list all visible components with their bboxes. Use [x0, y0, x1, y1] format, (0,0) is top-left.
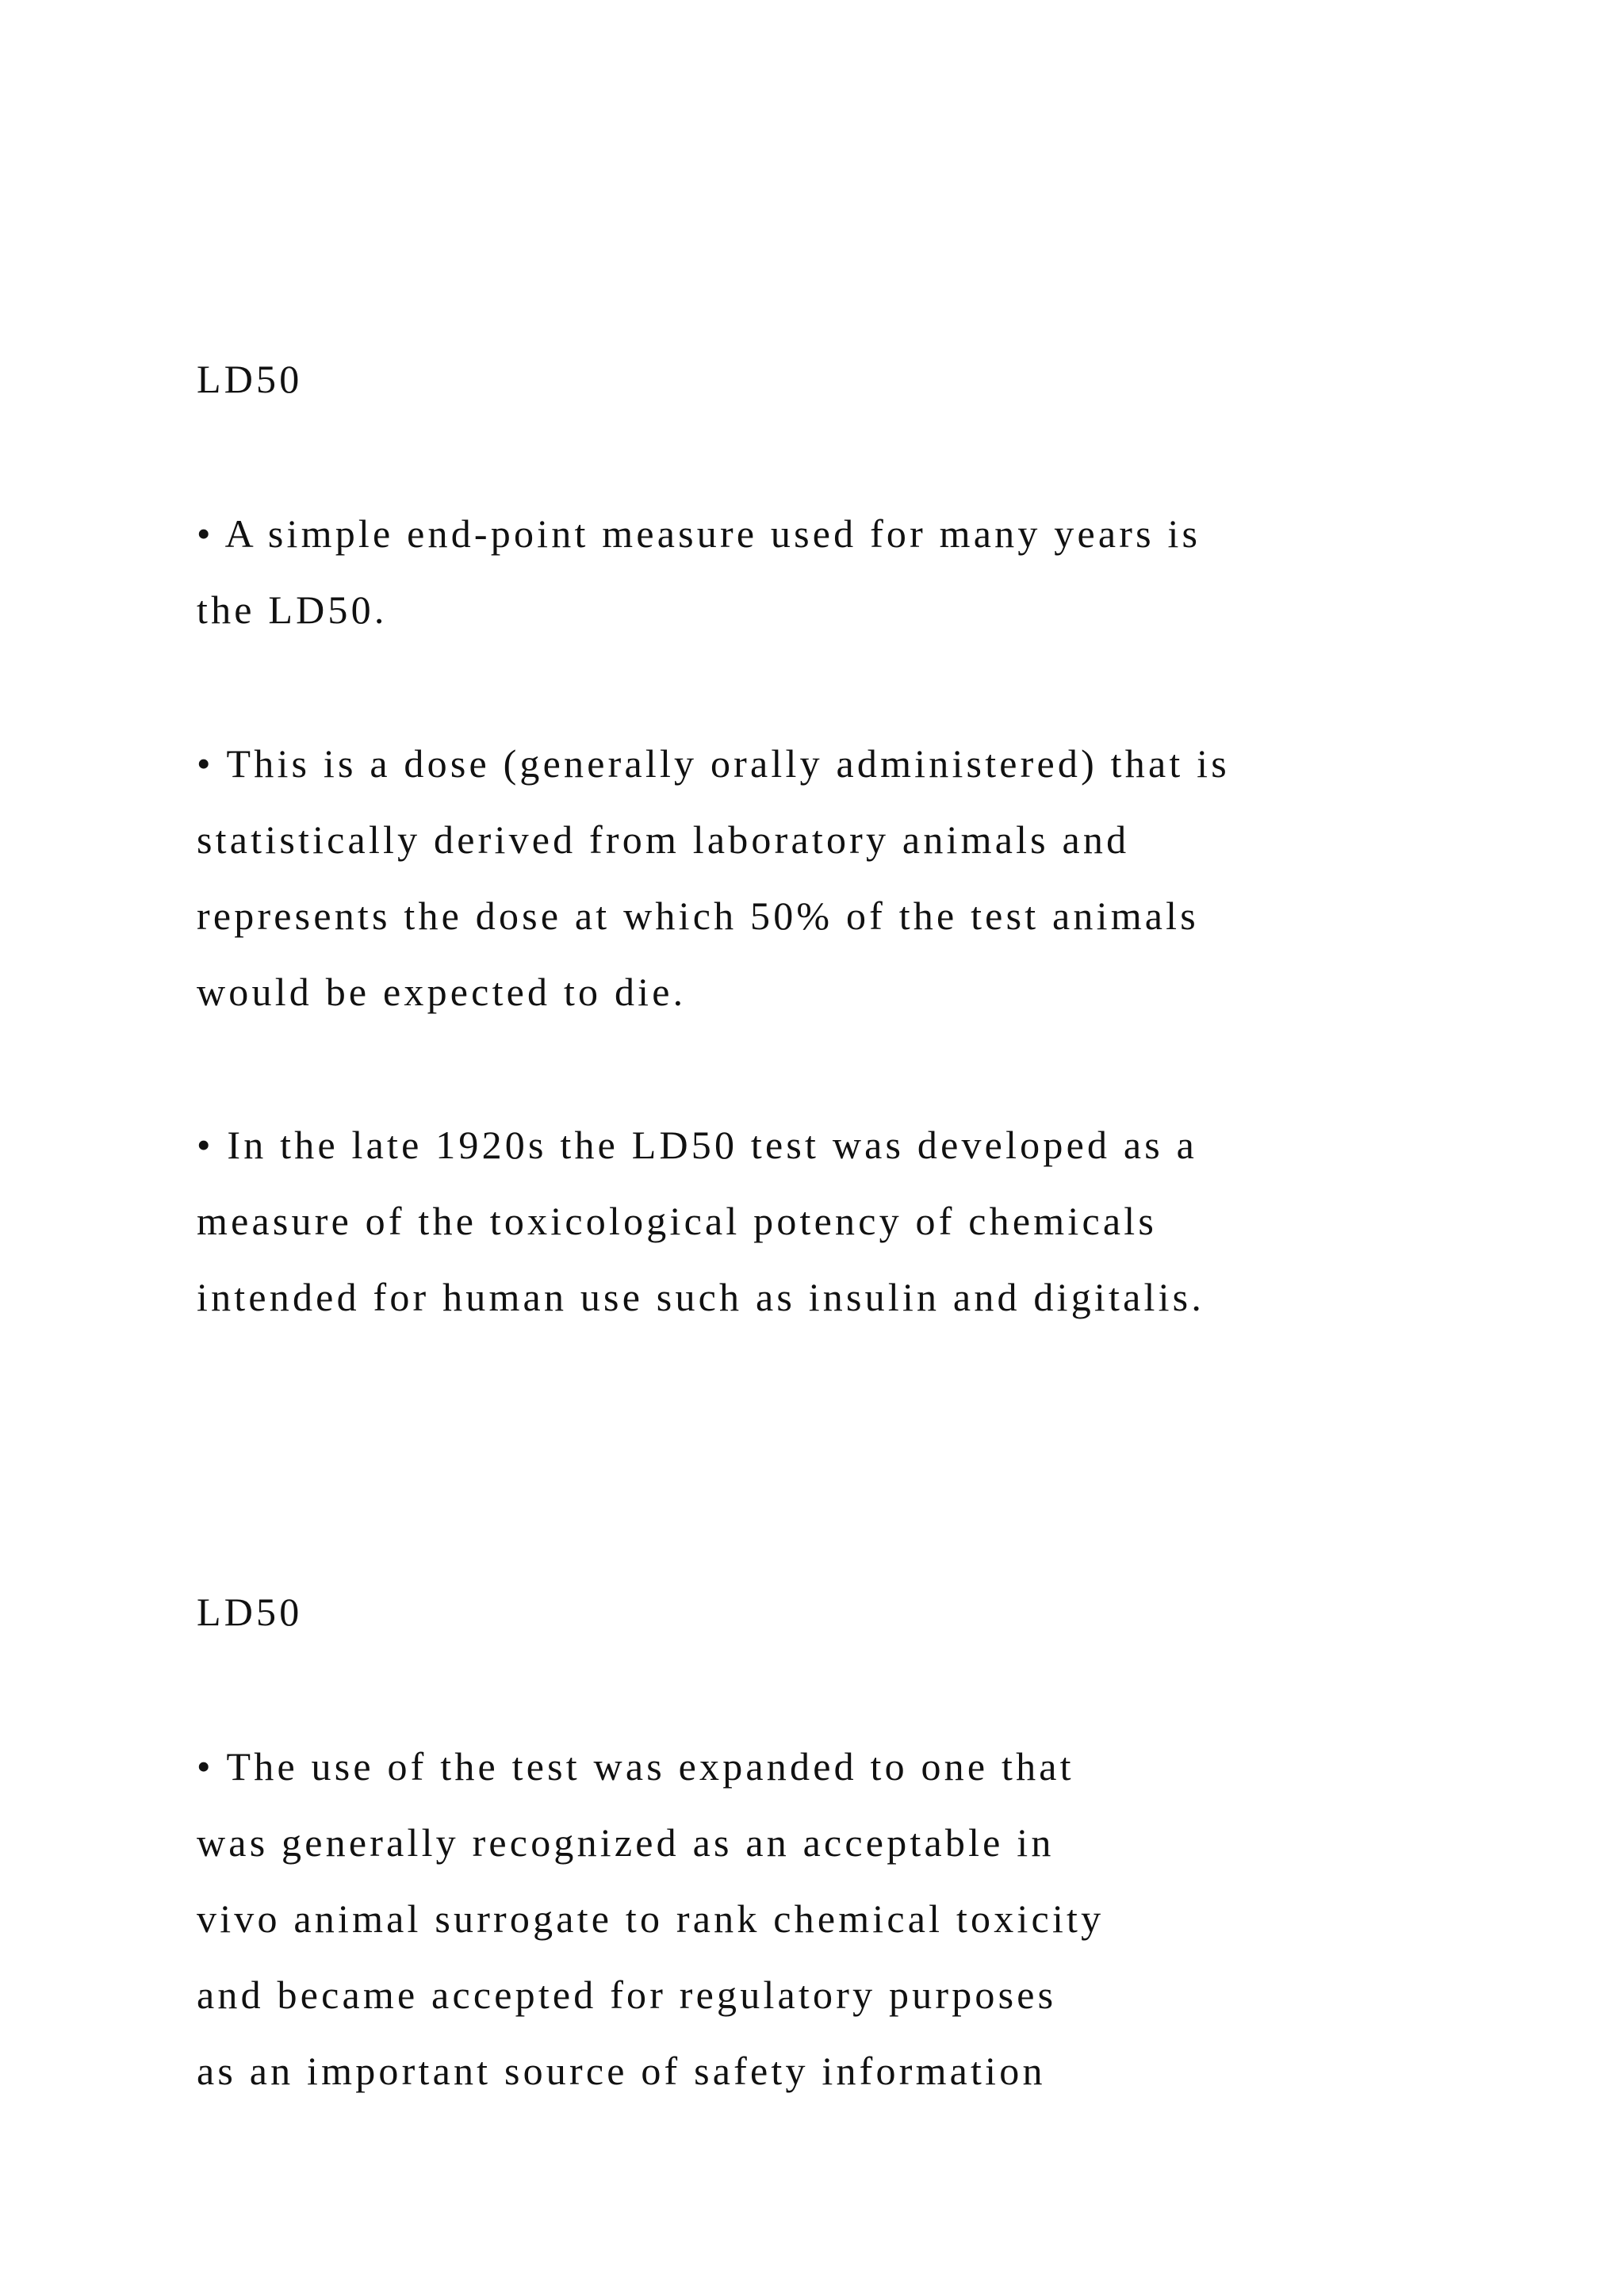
paragraph-line: • This is a dose (generally orally administered) that is — [197, 741, 1230, 786]
paragraph-line: • A simple end-point measure used for many years is — [197, 511, 1201, 556]
section-heading: LD50 — [197, 357, 303, 401]
paragraph-line: statistically derived from laboratory animals and — [197, 817, 1130, 862]
paragraph-line: would be expected to die. — [197, 970, 687, 1014]
paragraph-line: intended for human use such as insulin and digitalis. — [197, 1275, 1205, 1319]
paragraph-line: vivo animal surrogate to rank chemical toxicity — [197, 1896, 1105, 1941]
paragraph-line: • The use of the test was expanded to one that — [197, 1744, 1074, 1789]
paragraph-line: as an important source of safety information — [197, 2049, 1046, 2093]
paragraph-line: and became accepted for regulatory purposes — [197, 1973, 1057, 2017]
section-heading: LD50 — [197, 1590, 303, 1634]
paragraph-line: the LD50. — [197, 587, 388, 632]
paragraph-line: measure of the toxicological potency of chemicals — [197, 1199, 1157, 1243]
paragraph-line: was generally recognized as an acceptable in — [197, 1820, 1055, 1865]
paragraph-line: represents the dose at which 50% of the test animals — [197, 894, 1199, 938]
paragraph-line: • In the late 1920s the LD50 test was developed as a — [197, 1123, 1198, 1167]
